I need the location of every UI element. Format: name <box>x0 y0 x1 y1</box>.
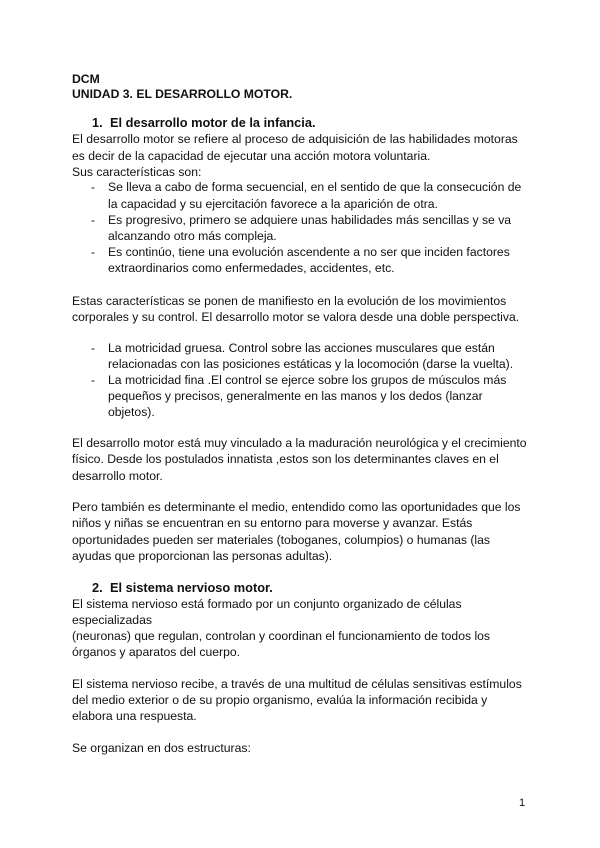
text-line: Se organizan en dos estructuras: <box>72 741 251 755</box>
section-2-number: 2. <box>92 580 103 595</box>
text-line: del medio exterior o de su propio organismo, evalúa la información recibida y <box>72 693 488 707</box>
text-line: El sistema nervioso está formado por un conjunto organizado de células <box>72 597 462 611</box>
text-line: Sus características son: <box>72 165 202 179</box>
section-2-heading: El sistema nervioso motor. <box>110 580 273 595</box>
list-item-line: pequeños y precisos, generalmente en las manos y los dedos (lanzar <box>108 389 483 403</box>
section-1-number: 1. <box>92 115 103 130</box>
list-item-line: La motricidad fina .El control se ejerce sobre los grupos de músculos más <box>108 373 507 387</box>
list-item-line: La motricidad gruesa. Control sobre las acciones musculares que están <box>108 341 495 355</box>
bullet-dash: - <box>91 341 96 355</box>
text-line: especializadas <box>72 613 152 627</box>
list-item-line: objetos). <box>108 405 155 419</box>
text-line: niños y niñas se encuentran en su entorno para moverse y avanzar. Estás <box>72 516 473 530</box>
list-item-line: Se lleva a cabo de forma secuencial, en el sentido de que la consecución de <box>108 180 522 194</box>
text-line: físico. Desde los postulados innatista ,estos son los determinantes claves en el <box>72 452 499 466</box>
list-item-line: alcanzando otro más compleja. <box>108 229 277 243</box>
bullet-dash: - <box>91 373 96 387</box>
text-line: El desarrollo motor está muy vinculado a la maduración neurológica y el crecimiento <box>72 436 527 450</box>
list-item-line: Es progresivo, primero se adquiere unas habilidades más sencillas y se va <box>108 213 512 227</box>
text-line: (neuronas) que regulan, controlan y coordinan el funcionamiento de todos los <box>72 629 491 643</box>
text-line: ayudas que proporcionan las personas adultas). <box>72 549 333 563</box>
bullet-dash: - <box>91 213 96 227</box>
course-label: DCM <box>72 72 100 86</box>
list-item-line: la capacidad y su ejercitación favorece a la aparición de otra. <box>108 197 438 211</box>
text-line: Estas características se ponen de manifiesto en la evolución de los movimientos <box>72 294 507 308</box>
text-line: corporales y su control. El desarrollo motor se valora desde una doble perspectiva. <box>72 310 520 324</box>
list-item-line: extraordinarios como enfermedades, accidentes, etc. <box>108 261 395 275</box>
text-line: desarrollo motor. <box>72 469 163 483</box>
text-line: El sistema nervioso recibe, a través de una multitud de células sensitivas estímulos <box>72 677 522 691</box>
text-line: es decir de la capacidad de ejecutar una acción motora voluntaria. <box>72 149 431 163</box>
bullet-dash: - <box>91 180 96 194</box>
unit-title: UNIDAD 3. EL DESARROLLO MOTOR. <box>72 87 293 101</box>
bullet-dash: - <box>91 245 96 259</box>
section-1-heading: El desarrollo motor de la infancia. <box>110 115 316 130</box>
page-number: 1 <box>519 797 526 809</box>
text-line: El desarrollo motor se refiere al proceso de adquisición de las habilidades motoras <box>72 132 518 146</box>
text-line: órganos y aparatos del cuerpo. <box>72 645 241 659</box>
list-item-line: relacionadas con las posiciones estáticas y la locomoción (darse la vuelta). <box>108 357 514 371</box>
text-line: oportunidades pueden ser materiales (toboganes, columpios) o humanas (las <box>72 533 491 547</box>
text-line: elabora una respuesta. <box>72 709 197 723</box>
text-line: Pero también es determinante el medio, entendido como las oportunidades que los <box>72 500 521 514</box>
list-item-line: Es continúo, tiene una evolución ascendente a no ser que inciden factores <box>108 245 510 259</box>
